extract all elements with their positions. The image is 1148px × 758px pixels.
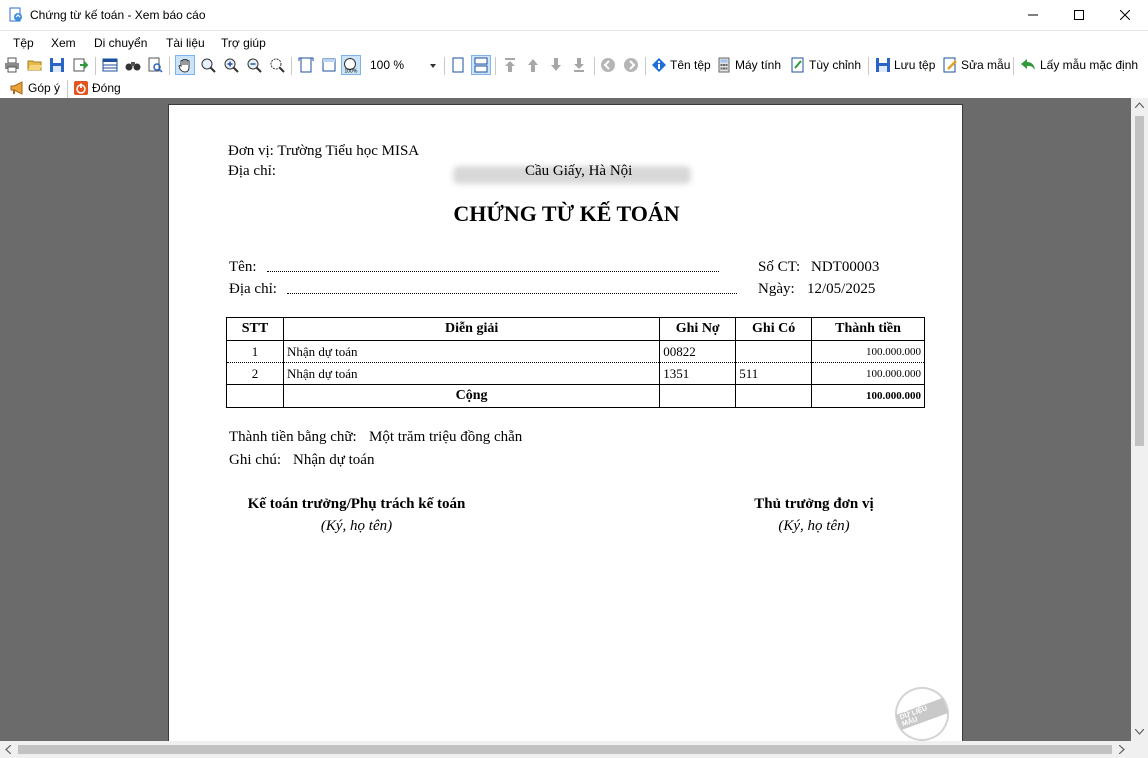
power-icon (73, 80, 89, 96)
horizontal-scroll-thumb[interactable] (18, 745, 1112, 754)
scroll-right-icon[interactable] (1119, 745, 1125, 754)
cell-debit: 00822 (660, 341, 736, 363)
info-icon (651, 57, 667, 73)
zoom-out-icon (246, 57, 262, 73)
cell-credit: 511 (736, 363, 812, 385)
name-dotted-line (267, 271, 719, 272)
signer-right-sub: (Ký, họ tên) (778, 518, 850, 534)
menu-file[interactable]: Tệp (13, 36, 34, 50)
table-header (227, 318, 925, 341)
edit-page-icon (942, 57, 958, 73)
export-icon (72, 57, 88, 73)
voucher-no: NDT00003 (811, 259, 880, 275)
page-setup-button[interactable] (145, 55, 165, 75)
title-bar (0, 0, 1148, 31)
scroll-down-icon[interactable] (1135, 729, 1144, 735)
page-search-icon (147, 57, 163, 73)
zoom-tool-button[interactable] (198, 55, 218, 75)
first-page-button[interactable] (500, 55, 520, 75)
minimize-icon (1028, 10, 1038, 20)
floppy-icon (875, 57, 891, 73)
edit-template-button[interactable] (940, 55, 960, 75)
col-amount: Thành tiền (812, 318, 925, 341)
cell-empty (227, 385, 284, 408)
actual-size-button[interactable] (341, 55, 361, 75)
document-title: CHỨNG TỪ KẾ TOÁN (453, 201, 680, 226)
undo-icon (1020, 57, 1036, 73)
col-credit: Ghi Có (736, 318, 812, 341)
folder-open-icon (27, 57, 43, 73)
menu-help[interactable]: Trợ giúp (221, 36, 266, 50)
arrow-down-icon (548, 57, 564, 73)
zoom-icon (200, 57, 216, 73)
table-icon (102, 57, 118, 73)
save-button[interactable] (47, 55, 67, 75)
table-row (227, 363, 925, 385)
sample-data-stamp (887, 679, 956, 741)
app-icon (8, 7, 24, 23)
col-stt: STT (227, 318, 284, 341)
continuous-page-button[interactable] (471, 55, 491, 75)
customize-label[interactable]: Tùy chỉnh (809, 58, 862, 72)
cell-debit: 1351 (660, 363, 736, 385)
calculator-icon (716, 57, 732, 73)
signer-right-title: Thủ trưởng đơn vị (754, 496, 874, 512)
fit-page-icon (298, 57, 314, 73)
address-label: Địa chỉ: (229, 281, 277, 297)
note-label: Ghi chú: (229, 452, 282, 468)
hand-icon (177, 57, 193, 73)
file-name-button[interactable] (649, 55, 669, 75)
fit-width-button[interactable] (319, 55, 339, 75)
arrow-last-icon (571, 57, 587, 73)
customize-button[interactable] (788, 55, 808, 75)
save-file-label[interactable]: Lưu tệp (894, 58, 936, 72)
voucher-table (226, 317, 925, 408)
amount-in-words: Một trăm triệu đồng chẵn (369, 429, 523, 445)
scroll-up-icon[interactable] (1135, 102, 1144, 108)
cell-empty (660, 385, 736, 408)
voucher-no-label: Số CT: (758, 259, 801, 275)
unit-line: Đơn vị: Trường Tiểu học MISA (228, 143, 420, 159)
svg-text:100%: 100% (344, 68, 358, 73)
cell-credit (736, 341, 812, 363)
note-value: Nhận dự toán (293, 452, 375, 468)
date-label: Ngày: (758, 281, 795, 297)
scroll-left-icon[interactable] (5, 745, 11, 754)
megaphone-icon (9, 80, 25, 96)
zoom-select[interactable] (366, 55, 440, 75)
table-of-contents-button[interactable] (100, 55, 120, 75)
close-window-button[interactable] (1102, 0, 1148, 30)
zoom-in-button[interactable] (221, 55, 241, 75)
arrow-up-icon (525, 57, 541, 73)
cell-stt: 2 (227, 363, 284, 385)
horizontal-scrollbar[interactable] (0, 741, 1131, 758)
continuous-page-icon (473, 57, 489, 73)
menu-navigate[interactable]: Di chuyển (94, 36, 148, 50)
customize-icon (790, 57, 806, 73)
col-description: Diễn giải (283, 318, 659, 341)
col-debit: Ghi Nợ (660, 318, 736, 341)
cell-description: Nhận dự toán (283, 341, 659, 363)
cell-description: Nhận dự toán (283, 363, 659, 385)
maximize-button[interactable] (1056, 0, 1102, 30)
forward-circle-icon (623, 57, 639, 73)
feedback-button[interactable] (7, 78, 27, 98)
export-button[interactable] (70, 55, 90, 75)
report-viewer[interactable] (0, 98, 1131, 741)
open-button[interactable] (25, 55, 45, 75)
stamp-text: DỮ LIỆU MẪU (896, 698, 948, 730)
zoom-region-icon (269, 57, 285, 73)
single-page-button[interactable] (448, 55, 468, 75)
zoom-100-icon (343, 57, 359, 73)
total-row (227, 385, 925, 408)
window-title: Chứng từ kế toán - Xem báo cáo (30, 8, 206, 22)
close-report-button[interactable] (71, 78, 91, 98)
last-page-button[interactable] (569, 55, 589, 75)
cell-empty (736, 385, 812, 408)
scrollbar-corner (1131, 741, 1148, 758)
table-row (227, 341, 925, 363)
calculator-label[interactable]: Máy tính (735, 58, 782, 72)
total-label: Cộng (283, 385, 659, 408)
fit-width-icon (321, 57, 337, 73)
single-page-icon (450, 57, 466, 73)
total-amount: 100.000.000 (812, 385, 925, 408)
address-suffix: Cầu Giấy, Hà Nội (525, 163, 633, 179)
default-template-label[interactable]: Lấy mẫu mặc định (1040, 58, 1139, 72)
close-icon (1120, 10, 1130, 20)
chevron-down-icon (430, 64, 436, 68)
address-dotted-line (287, 293, 737, 294)
toolbar (0, 54, 1148, 98)
save-file-button[interactable] (873, 55, 893, 75)
print-button[interactable] (2, 55, 22, 75)
file-name-label[interactable]: Tên tệp (670, 58, 711, 72)
signer-left-sub: (Ký, họ tên) (320, 518, 393, 534)
signer-left-title: Kế toán trưởng/Phụ trách kế toán (247, 496, 466, 512)
address-prefix: Địa chỉ: (228, 163, 276, 179)
zoom-region-button[interactable] (267, 55, 287, 75)
floppy-icon (49, 57, 65, 73)
zoom-in-icon (223, 57, 239, 73)
menu-document[interactable]: Tài liệu (166, 36, 205, 50)
menu-bar (0, 32, 1148, 54)
back-button[interactable] (598, 55, 618, 75)
arrow-first-icon (502, 57, 518, 73)
vertical-scroll-thumb[interactable] (1135, 116, 1144, 446)
binoculars-icon (125, 57, 141, 73)
forward-button[interactable] (621, 55, 641, 75)
vertical-scrollbar[interactable] (1131, 98, 1148, 741)
close-report-label[interactable]: Đóng (92, 81, 121, 95)
feedback-label[interactable]: Góp ý (28, 81, 61, 95)
back-circle-icon (600, 57, 616, 73)
calculator-button[interactable] (714, 55, 734, 75)
default-template-button[interactable] (1018, 55, 1038, 75)
cell-amount: 100.000.000 (812, 363, 925, 385)
printer-icon (4, 57, 20, 73)
maximize-icon (1074, 10, 1084, 20)
minimize-button[interactable] (1010, 0, 1056, 30)
date-value: 12/05/2025 (807, 281, 876, 297)
name-label: Tên: (229, 259, 257, 275)
cell-amount: 100.000.000 (812, 341, 925, 363)
find-button[interactable] (123, 55, 143, 75)
next-page-button[interactable] (546, 55, 566, 75)
menu-view[interactable]: Xem (51, 36, 76, 50)
zoom-value: 100 % (370, 58, 405, 72)
amount-in-words-label: Thành tiền bằng chữ: (229, 429, 357, 445)
edit-template-label[interactable]: Sửa mẫu (961, 58, 1011, 72)
cell-stt: 1 (227, 341, 284, 363)
previous-page-button[interactable] (523, 55, 543, 75)
hand-tool-button[interactable] (175, 55, 195, 75)
fit-page-button[interactable] (296, 55, 316, 75)
report-page (168, 104, 963, 741)
zoom-out-button[interactable] (244, 55, 264, 75)
